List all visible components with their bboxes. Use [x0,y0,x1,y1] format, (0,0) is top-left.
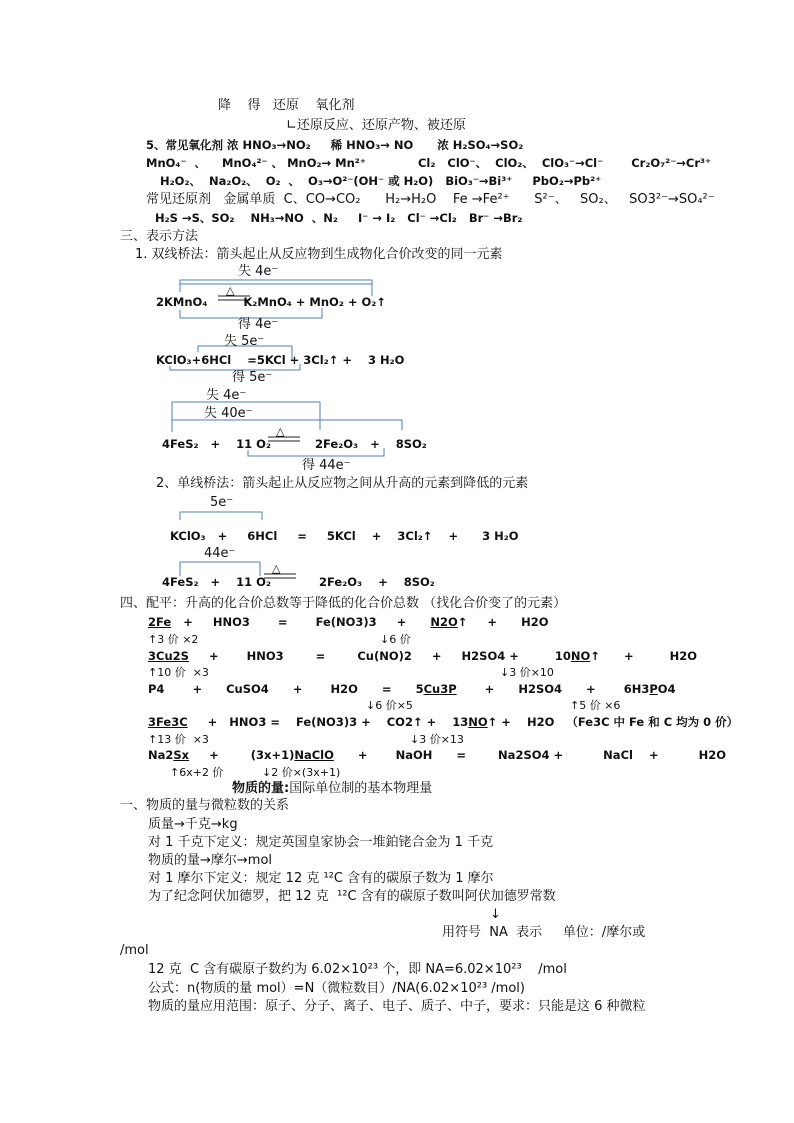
eq-1-decrease: ↓6 价 [380,633,411,646]
equation-1: 2KMnO₄ K₂MnO₄ + MnO₂ + O₂↑ [156,295,386,309]
mol-line-3: 物质的量→摩尔→mol [148,853,273,868]
mol-line-7: /mol [120,943,149,958]
mol-heading: 物质的量:国际单位制的基本物理量 [232,781,433,796]
down-arrow: ↓ [490,907,501,922]
mol-line-9: 公式：n(物质的量 mol）=N（微粒数目）/NA(6.02×10²³ /mol) [148,981,525,996]
double-bridge-method: 1. 双线桥法：箭头起止从反应物到生成物化合价改变的同一元素 [135,247,503,262]
mol-line-1: 质量→千克→kg [148,817,238,832]
eq-3-decrease: ↓6 价×5 [366,699,413,712]
oxidizer-line-2: MnO₄⁻ 、 MnO₄²⁻ 、 MnO₂→ Mn²⁺ Cl₂ ClO⁻、 ClO₂、 ClO₃⁻→Cl⁻ Cr₂O₇²⁻→Cr³⁺ [146,156,712,170]
eq-2-increase: ↑10 价 ×3 [148,666,209,679]
eq-5-decrease: ↓2 价×(3x+1) [262,766,341,779]
reducer-line-1: 常见还原剂 金属单质 C、CO→CO₂ H₂→H₂O Fe →Fe²⁺ S²⁻、 SO₂、 SO3²⁻→SO₄²⁻ [146,192,715,207]
equation-5: 4FeS₂ + 11 O₂ 2Fe₂O₃ + 8SO₂ [162,575,435,589]
eq-5-increase: ↑6x+2 价 [170,766,224,779]
eq1-gain-label: 得 4e⁻ [238,317,279,332]
eq1-lose-label: 失 4e⁻ [238,264,279,279]
eq-4-increase: ↑13 价 ×3 [148,733,209,746]
single-bridge-method: 2、单线桥法：箭头起止从反应物之间从升高的元素到降低的元素 [156,476,529,491]
section-3-title: 三、表示方法 [120,229,199,244]
eq2-gain-label: 得 5e⁻ [232,370,273,385]
reducer-line-2: H₂S →S、SO₂ NH₃→NO 、N₂ I⁻ → I₂ Cl⁻ →Cl₂ Br⁻ →Br₂ [155,211,523,225]
oxidizer-line-3: H₂O₂、 Na₂O₂、 O₂ 、 O₃→O²⁻(OH⁻ 或 H₂O) BiO₃⁻→Bi³⁺ PbO₂→Pb²⁺ [160,174,602,188]
balance-eq-3: P4 + CuSO4 + H2O = 5Cu3P + H2SO4 + 6H3PO4 [148,682,676,696]
section-1-title: 一、物质的量与微粒数的关系 [120,798,290,813]
oxidizer-line-1: 5、常见氧化剂 浓 HNO₃→NO₂ 稀 HNO₃→ NO 浓 H₂SO₄→SO₂ [146,138,524,152]
mol-line-4: 对 1 摩尔下定义：规定 12 克 ¹²C 含有的碳原子数为 1 摩尔 [148,871,494,886]
eq-1-increase: ↑3 价 ×2 [148,633,199,646]
heat-symbol: △ [276,425,285,438]
eq3-lose-label-1: 失 4e⁻ [206,388,247,403]
equation-4: KClO₃ + 6HCl = 5KCl + 3Cl₂↑ + 3 H₂O [170,529,519,543]
eq3-lose-label-2: 失 40e⁻ [204,406,253,421]
mol-line-5: 为了纪念阿伏加德罗，把 12 克 ¹²C 含有的碳原子数叫阿伏加德罗常数 [148,889,556,904]
eq5-electron-label: 44e⁻ [204,546,236,561]
mol-line-2: 对 1 千克下定义：规定英国皇家协会一堆鉑铑合金为 1 千克 [148,835,494,850]
redox-line-1: 降 得 还原 氧化剂 [218,98,355,113]
heat-symbol: △ [226,284,235,297]
eq2-lose-label: 失 5e⁻ [224,334,265,349]
eq-4-decrease: ↓3 价×13 [410,733,464,746]
eq4-electron-label: 5e⁻ [210,495,234,510]
redox-line-2: ∟还原反应、还原产物、被还原 [286,118,466,133]
equation-3: 4FeS₂ + 11 O₂ 2Fe₂O₃ + 8SO₂ [162,437,427,451]
eq-2-decrease: ↓3 价×10 [500,666,554,679]
mol-line-8: 12 克 C 含有碳原子数约为 6.02×10²³ 个，即 NA=6.02×10²³ /mol [148,962,567,977]
mol-line-6: 用符号 NA 表示 单位：/摩尔或 [442,925,646,940]
section-4-title: 四、配平：升高的化合价总数等于降低的化合价总数 （找化合价变了的元素） [120,596,567,611]
eq-3-increase: ↑5 价 ×6 [570,699,621,712]
balance-eq-2: 3Cu2S + HNO3 = Cu(NO)2 + H2SO4 + 10NO↑ + H2O [148,649,698,663]
eq3-gain-label: 得 44e⁻ [302,458,351,473]
heat-symbol: △ [272,562,281,575]
equation-2: KClO₃+6HCl =5KCl + 3Cl₂↑ + 3 H₂O [156,353,405,367]
mol-line-10: 物质的量应用范围：原子、分子、离子、电子、质子、中子，要求：只能是这 6 种微粒 [148,999,646,1014]
balance-eq-5: Na2Sx + (3x+1)NaClO + NaOH = Na2SO4 + NaCl + H2O [148,748,727,762]
balance-eq-1: 2Fe + HNO3 = Fe(NO3)3 + N2O↑ + H2O [148,615,549,629]
balance-eq-4: 3Fe3C + HNO3 = Fe(NO3)3 + CO2↑ + 13NO↑ + H2O （Fe3C 中 Fe 和 C 均为 0 价） [148,715,739,729]
